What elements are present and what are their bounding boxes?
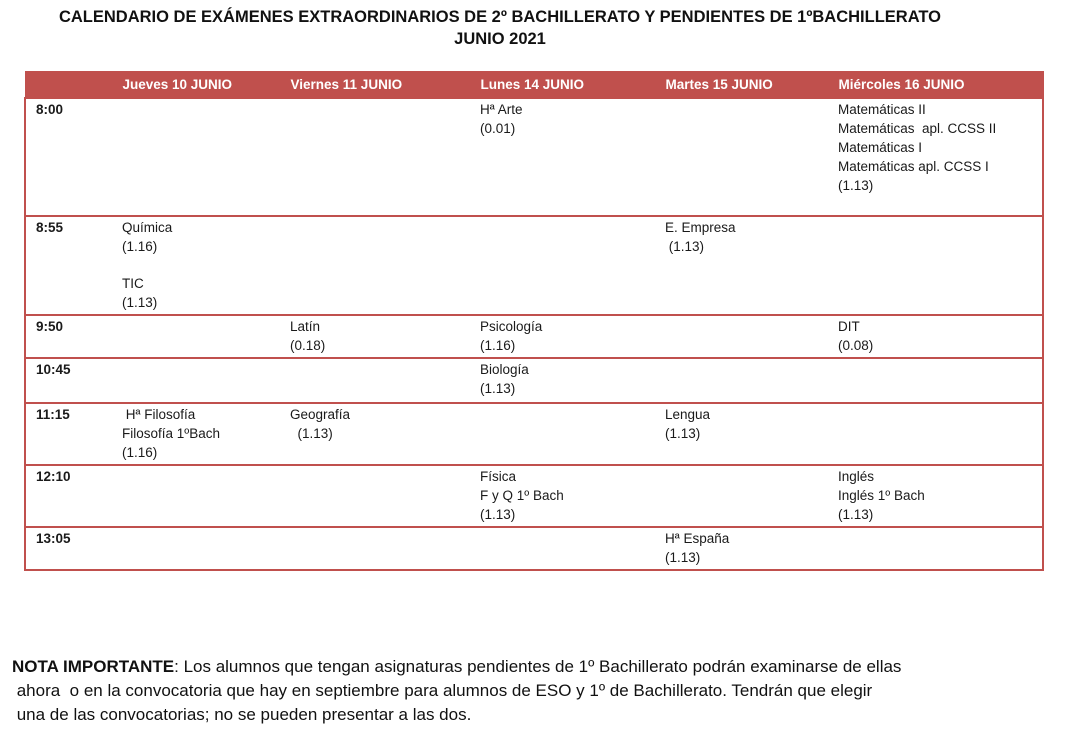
note-label: NOTA IMPORTANTE [12,657,175,676]
time-cell: 12:10 [25,465,114,527]
time-cell: 13:05 [25,527,114,570]
exam-subject-line: F y Q 1º Bach [480,488,564,503]
exam-cell [657,315,830,358]
exam-cell [830,403,1043,465]
time-cell: 8:55 [25,216,114,315]
exam-subject-line: (0.08) [838,338,874,353]
exam-subject-line: Inglés [838,469,875,484]
exam-subject-line: (1.13) [665,239,705,254]
exam-subject-line: Latín [290,319,321,334]
exam-subject-line: (1.13) [480,507,516,522]
exam-subject-line: Matemáticas apl. CCSS I [838,159,989,174]
exam-cell [830,216,1043,315]
important-note [12,655,1057,727]
exam-cell [282,98,472,216]
exam-subject-line: (0.01) [480,121,516,136]
exam-subject-line: Psicología [480,319,543,334]
exam-cell [114,98,282,216]
exam-subject-line: Matemáticas II [838,102,926,117]
exam-cell [282,358,472,403]
cell-spacer [122,256,278,274]
exam-cell [830,98,1043,216]
header-day: Jueves 10 JUNIO [114,71,282,98]
exam-subject-line: (0.18) [290,338,326,353]
exam-subject-line: Química [122,220,173,235]
time-cell: 8:00 [25,98,114,216]
exam-subject-line: Matemáticas I [838,140,923,155]
exam-cell [657,358,830,403]
exam-cell [472,216,657,315]
exam-cell [472,403,657,465]
header-day: Viernes 11 JUNIO [282,71,472,98]
exam-cell [657,527,830,570]
header-day: Martes 15 JUNIO [657,71,830,98]
exam-subject-line: Biología [480,362,529,377]
exam-subject-line: Hª Arte [480,102,523,117]
exam-subject-line: (1.13) [838,178,874,193]
document-title [0,6,1000,50]
table-row [25,527,1043,570]
exam-cell [657,403,830,465]
exam-cell [282,527,472,570]
note-line-1 [12,655,1057,679]
exam-calendar-table [24,71,1044,571]
exam-cell [830,465,1043,527]
exam-cell [114,465,282,527]
table-row [25,315,1043,358]
note-text: : Los alumnos que tengan asignaturas pendientes de 1º Bachillerato podrán examinarse de ellas [174,657,902,676]
exam-cell [114,216,282,315]
exam-cell [114,358,282,403]
exam-subject-line: (1.13) [480,381,516,396]
exam-subject-line: TIC [122,276,144,291]
exam-cell [114,315,282,358]
header-time [25,71,114,98]
table-row [25,465,1043,527]
table-row [25,358,1043,403]
table-row [25,98,1043,216]
exam-subject-line: (1.13) [122,295,158,310]
exam-cell [657,465,830,527]
exam-cell [282,403,472,465]
exam-cell [830,315,1043,358]
exam-cell [472,527,657,570]
exam-subject-line: Lengua [665,407,711,422]
exam-subject-line: (1.16) [122,239,158,254]
exam-subject-line: Geografía [290,407,351,422]
exam-cell [282,216,472,315]
exam-cell [657,216,830,315]
table-row [25,403,1043,465]
exam-cell [472,98,657,216]
exam-subject-line: (1.16) [480,338,516,353]
exam-cell [114,403,282,465]
time-cell: 9:50 [25,315,114,358]
exam-subject-line: DIT [838,319,860,334]
exam-cell [114,527,282,570]
exam-cell [282,315,472,358]
exam-cell [830,358,1043,403]
exam-subject-line: (1.13) [665,550,701,565]
header-day: Lunes 14 JUNIO [472,71,657,98]
header-row [25,71,1043,98]
exam-cell [657,98,830,216]
title-line-2: JUNIO 2021 [454,30,546,48]
exam-subject-line: Hª Filosofía [122,407,196,422]
title-line-1: CALENDARIO DE EXÁMENES EXTRAORDINARIOS DE 2º BACHILLERATO Y PENDIENTES DE 1ºBACHILLERATO [58,8,942,26]
exam-cell [472,465,657,527]
exam-subject-line: Inglés 1º Bach [838,488,925,503]
time-cell: 11:15 [25,403,114,465]
header-day: Miércoles 16 JUNIO [830,71,1043,98]
exam-subject-line: E. Empresa [665,220,736,235]
exam-cell [472,358,657,403]
exam-cell [472,315,657,358]
exam-subject-line: Matemáticas apl. CCSS II [838,121,997,136]
table-row [25,216,1043,315]
exam-subject-line: Hª España [665,531,730,546]
note-line-3: una de las convocatorias; no se pueden presentar a las dos. [12,705,472,724]
exam-cell [830,527,1043,570]
exam-subject-line: Filosofía 1ºBach [122,426,220,441]
exam-subject-line: Física [480,469,517,484]
exam-subject-line: (1.13) [290,426,333,441]
note-line-2: ahora o en la convocatoria que hay en septiembre para alumnos de ESO y 1º de Bachillerato. Tendrán que elegir [12,681,873,700]
exam-cell [282,465,472,527]
exam-subject-line: (1.13) [665,426,701,441]
exam-subject-line: (1.13) [838,507,874,522]
time-cell: 10:45 [25,358,114,403]
exam-subject-line: (1.16) [122,445,158,460]
